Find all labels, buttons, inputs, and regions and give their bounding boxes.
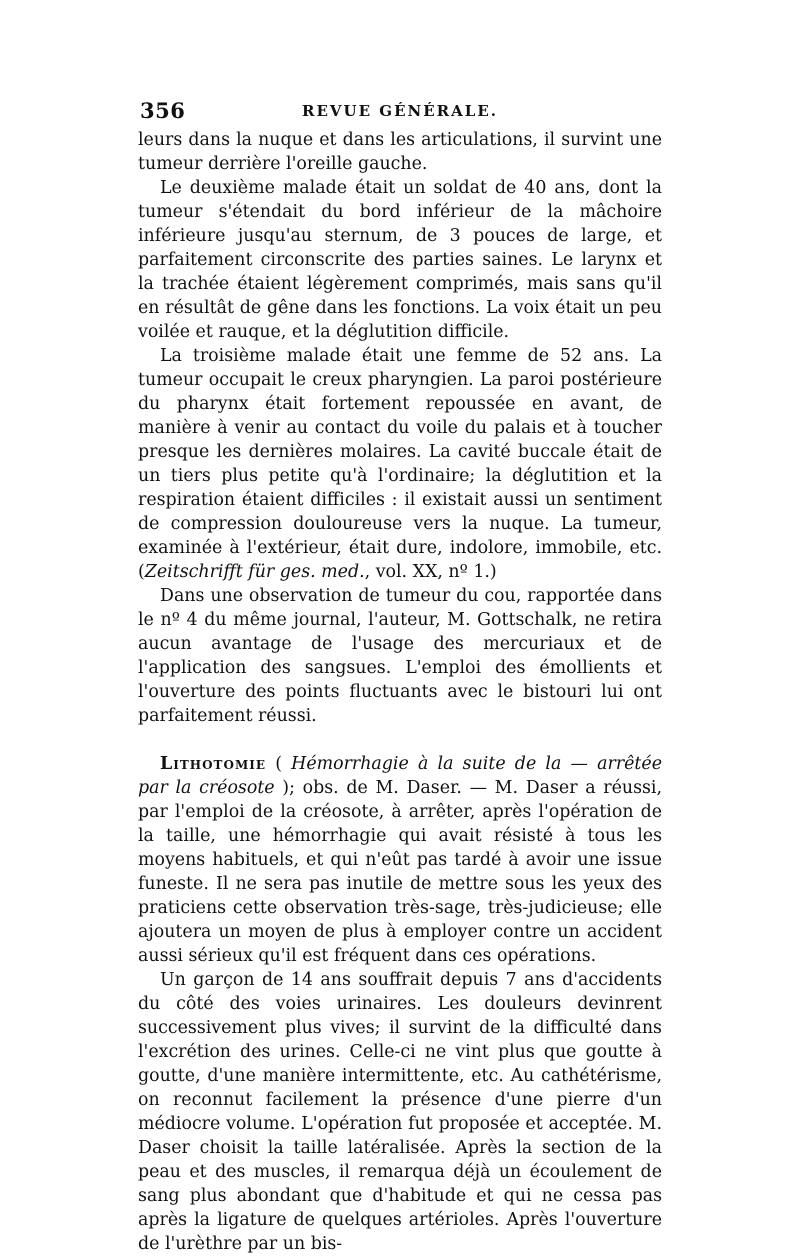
running-title: REVUE GÉNÉRALE. <box>302 102 498 120</box>
section-subtitle: Hémorrhagie à la suite de la — arrêtée par la créosote <box>138 754 662 798</box>
paragraph-lithotomie <box>138 752 662 968</box>
paragraph-second-patient: Le deuxième malade était un soldat de 40 ans, dont la tumeur s'étendait du bord inférieur de la mâchoire inférieure jusqu'au sternum, de 3 pouces de large, et parfaitement circonscrite des parties saines. Le larynx et la trachée étaient légèrement comprimés, mais sans qu'il en résultât de gêne dans les fonctions. La voix était un peu voilée et rauque, et la déglutition difficile. <box>138 178 662 342</box>
heading-paren-open: ( <box>266 754 292 774</box>
page-header <box>140 98 660 128</box>
body-text <box>138 128 662 1256</box>
journal-citation: Zeitschrifft für ges. med. <box>144 562 365 582</box>
paragraph-third-patient <box>138 344 662 584</box>
paragraph-lithotomie-text: ); obs. de M. Daser. — M. Daser a réussi, par l'emploi de la créosote, à arrêter, après l'opération de la taille, une hémorrhagie qui avait résisté à tous les moyens habituels, et qui n'eût pas tardé à avoir une issue funeste. Il ne sera pas inutile de mettre sous les yeux des praticiens cette observation très-sage, très-judicieuse; elle ajoutera un moyen de plus à employer contre un accident aussi sérieux qu'il est fréquent dans ces opérations. <box>138 778 663 966</box>
section-heading-lithotomie: Lithotomie <box>160 754 266 774</box>
paragraph-case-boy: Un garçon de 14 ans souffrait depuis 7 ans d'accidents du côté des voies urinaires. Les douleurs devinrent successivement plus vives; il survint de la difficulté dans l'excrétion des urines. Celle-ci ne vint plus que goutte à goutte, d'une manière intermittente, etc. Au cathétérisme, on reconnut facilement la présence d'une pierre d'un médiocre volume. L'opération fut proposée et acceptée. M. Daser choisit la taille latéralisée. Après la section de la peau et des muscles, il remarqua déjà un écoulement de sang plus abondant que d'habitude et qui ne cessa pas après la ligature de quelques artérioles. Après l'ouverture de l'urèthre par un bis- <box>138 970 662 1254</box>
page-number: 356 <box>140 98 186 123</box>
paragraph-continuation: leurs dans la nuque et dans les articulations, il survint une tumeur derrière l'oreille gauche. <box>138 130 662 174</box>
paragraph-third-patient-text: La troisième malade était une femme de 52 ans. La tumeur occupait le creux pharyngien. La paroi postérieure du pharynx était fortement repoussée en avant, de manière à venir au contact du voile du palais et à toucher presque les dernières molaires. La cavité buccale était de un tiers plus petite qu'à l'ordinaire; la déglutition et la respiration étaient difficiles : il existait aussi un sentiment de compression douloureuse vers la nuque. La tumeur, examinée à l'extérieur, était dure, indolore, immobile, etc. ( <box>138 346 662 582</box>
section-gap <box>138 728 662 752</box>
paragraph-gottschalk: Dans une observation de tumeur du cou, rapportée dans le nº 4 du même journal, l'auteur, M. Gottschalk, ne retira aucun avantage de l'usage des mercuriaux et de l'application des sangsues. L'emploi des émollients et l'ouverture des points fluctuants avec le bistouri lui ont parfaitement réussi. <box>138 586 662 726</box>
citation-volume: , vol. XX, nº 1.) <box>364 562 497 582</box>
